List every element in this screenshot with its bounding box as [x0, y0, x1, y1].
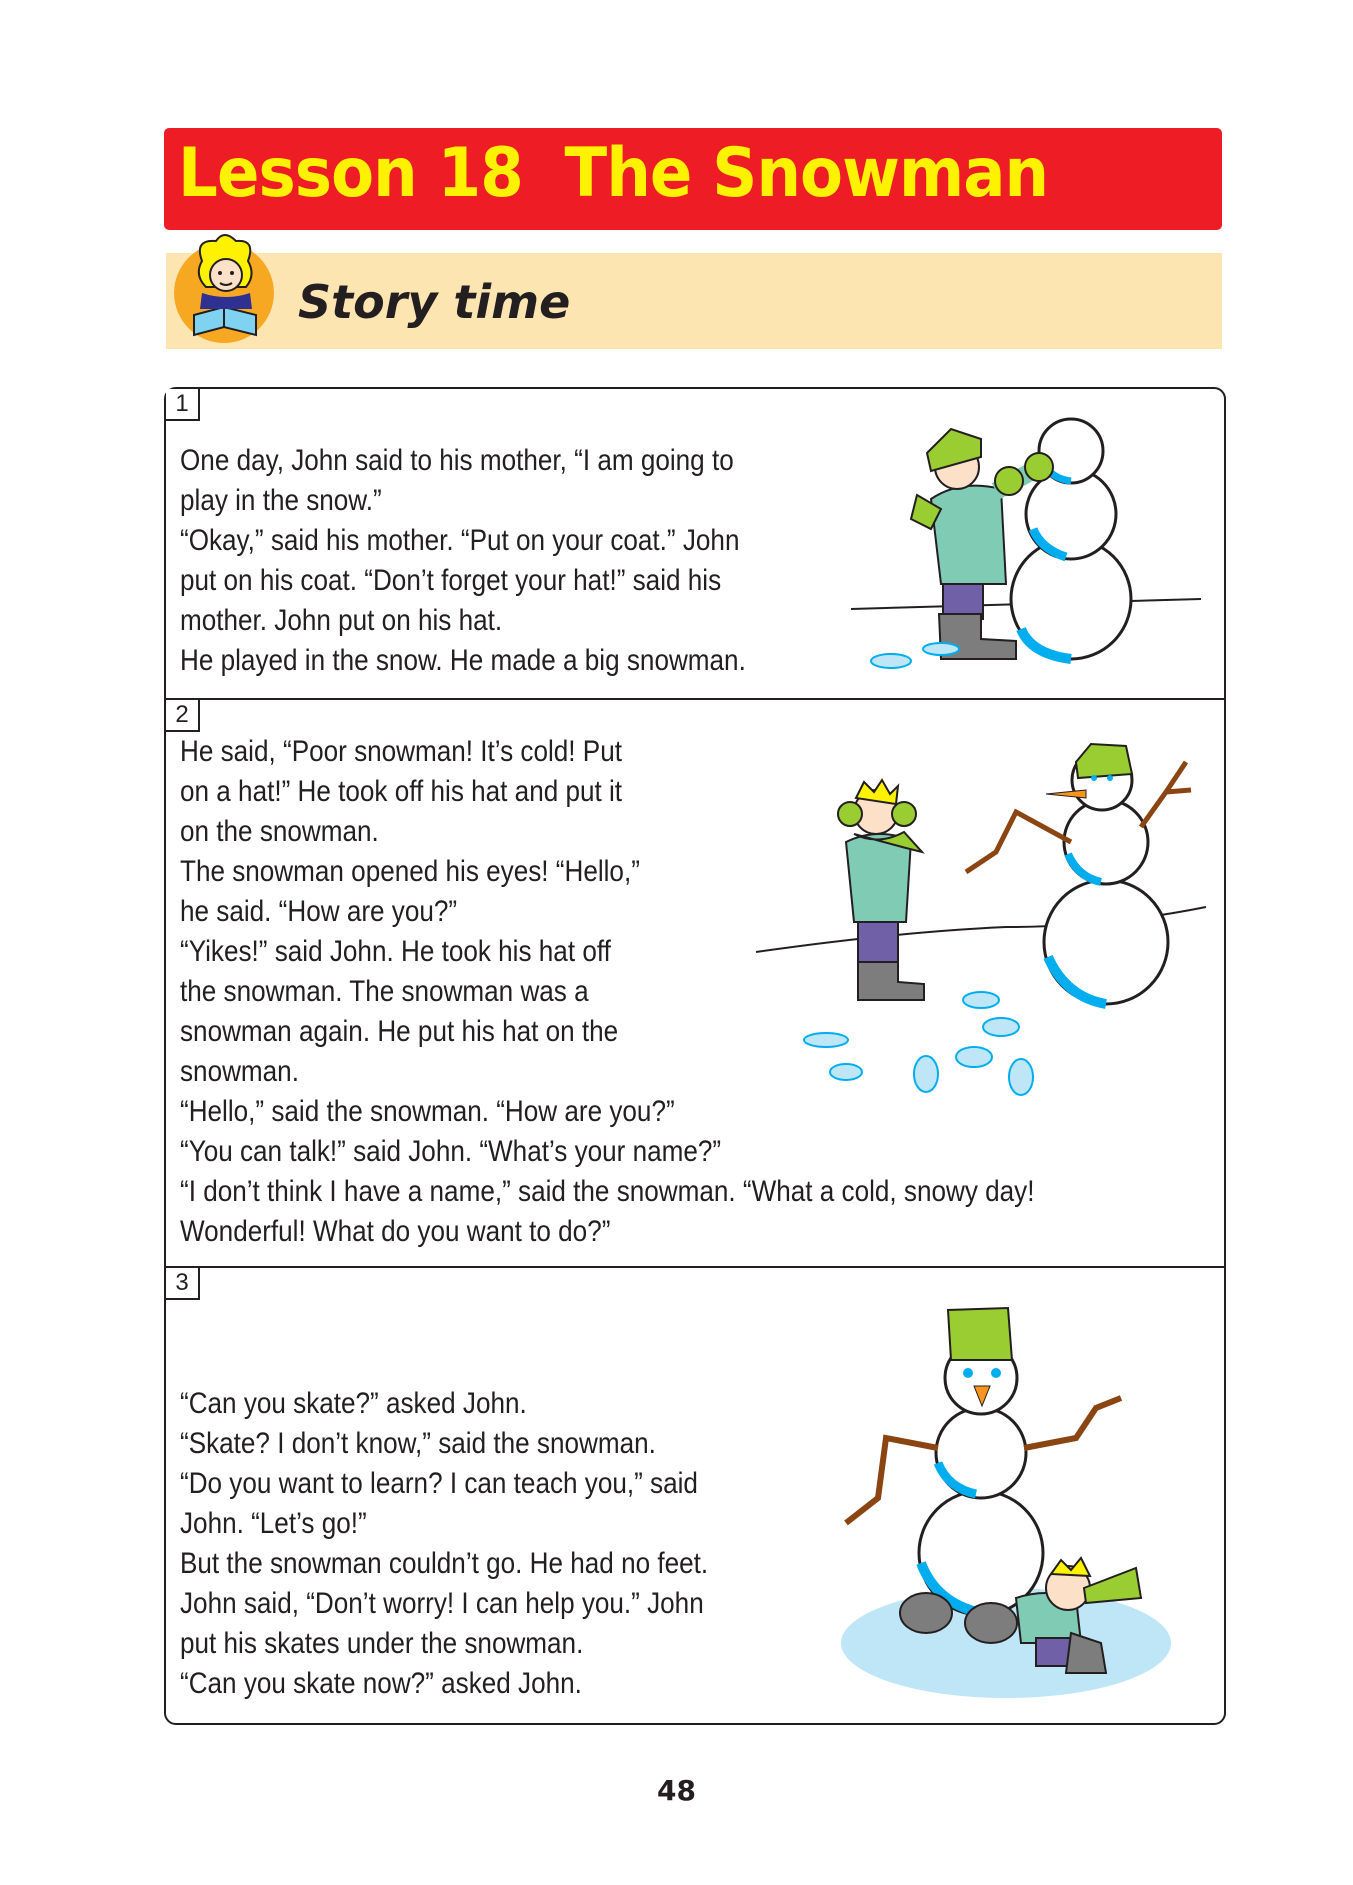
text-line: the snowman. The snowman was a: [180, 975, 589, 1008]
boy-building-snowman-illustration: [831, 409, 1211, 679]
text-line: John said, “Don’t worry! I can help you.” John: [180, 1587, 704, 1620]
text-line: play in the snow.”: [180, 484, 382, 517]
text-line: “You can talk!” said John. “What’s your name?”: [180, 1135, 722, 1168]
text-line: put on his coat. “Don’t forget your hat!” said his: [180, 564, 722, 597]
text-line: “Can you skate?” asked John.: [180, 1387, 527, 1420]
text-line: “Skate? I don’t know,” said the snowman.: [180, 1427, 656, 1460]
snowman-skating-illustration: [806, 1298, 1216, 1718]
text-line: snowman again. He put his hat on the: [180, 1015, 619, 1048]
panel-text: [180, 441, 746, 681]
text-line: snowman.: [180, 1055, 299, 1088]
text-line: on a hat!” He took off his hat and put it: [180, 775, 623, 808]
story-panel-3: [166, 1266, 1224, 1725]
panel-number: 2: [166, 700, 200, 732]
text-line: “Can you skate now?” asked John.: [180, 1667, 582, 1700]
section-label: Story time: [298, 275, 571, 329]
text-line: Wonderful! What do you want to do?”: [180, 1215, 611, 1248]
panel-number: 3: [166, 1268, 200, 1300]
girl-reading-book-icon: [172, 231, 284, 351]
text-line: One day, John said to his mother, “I am going to: [180, 444, 734, 477]
page-number: 48: [657, 1774, 696, 1807]
text-line: he said. “How are you?”: [180, 895, 458, 928]
text-line: “Hello,” said the snowman. “How are you?”: [180, 1095, 675, 1128]
text-line: mother. John put on his hat.: [180, 604, 503, 637]
text-line: “I don’t think I have a name,” said the snowman. “What a cold, snowy day!: [180, 1175, 1035, 1208]
text-line: John. “Let’s go!”: [180, 1507, 367, 1540]
talking-snowman-illustration: [746, 722, 1216, 1102]
story-box: [164, 387, 1226, 1725]
lesson-title: Lesson 18 The Snowman: [178, 134, 1049, 213]
text-line: “Okay,” said his mother. “Put on your coat.” John: [180, 524, 740, 557]
panel-number: 1: [166, 389, 200, 421]
section-header: [166, 253, 1222, 349]
text-line: He played in the snow. He made a big snowman.: [180, 644, 746, 677]
text-line: He said, “Poor snowman! It’s cold! Put: [180, 735, 622, 768]
story-panel-2: [166, 698, 1224, 1266]
text-line: “Do you want to learn? I can teach you,” said: [180, 1467, 698, 1500]
panel-text: [180, 1384, 708, 1704]
text-line: put his skates under the snowman.: [180, 1627, 584, 1660]
text-line: on the snowman.: [180, 815, 379, 848]
story-panel-1: [166, 389, 1224, 698]
text-line: “Yikes!” said John. He took his hat off: [180, 935, 611, 968]
text-line: But the snowman couldn’t go. He had no feet.: [180, 1547, 709, 1580]
lesson-title-bar: [164, 128, 1222, 230]
text-line: The snowman opened his eyes! “Hello,”: [180, 855, 640, 888]
